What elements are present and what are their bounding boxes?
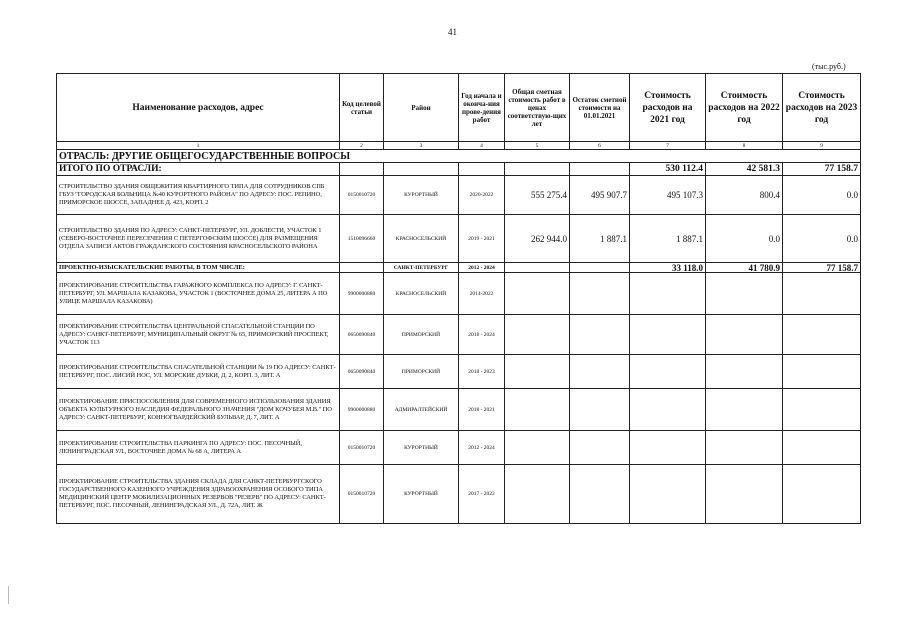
table-row — [57, 273, 861, 315]
work-years: 2018 - 2021 — [459, 389, 505, 431]
district: КУРОРТНЫЙ — [384, 431, 459, 465]
target-code: 0650090840 — [340, 315, 384, 355]
target-code: 9900000880 — [340, 389, 384, 431]
table-row — [57, 215, 861, 263]
table-row — [57, 315, 861, 355]
col-number: 6 — [570, 142, 630, 150]
district: КУРОРТНЫЙ — [384, 176, 459, 215]
table-row — [57, 355, 861, 389]
subtotal-2022: 41 780.9 — [706, 263, 783, 273]
col-number: 1 — [57, 142, 340, 150]
work-years: 2019 - 2021 — [459, 215, 505, 263]
col-header-name: Наименование расходов, адрес — [57, 74, 340, 142]
total-cost: 262 944.0 — [505, 215, 570, 263]
col-header-remaining: Остаток сметной стоимости на 01.01.2021 — [570, 74, 630, 142]
cost-2021: 495 107.3 — [630, 176, 706, 215]
total-2023: 77 158.7 — [783, 163, 861, 176]
target-code: 0150010720 — [340, 176, 384, 215]
col-number: 7 — [630, 142, 706, 150]
col-header-years: Год начала и оконча-ния прове-дения работ — [459, 74, 505, 142]
col-header-code: Код целевой статьи — [340, 74, 384, 142]
total-label: ИТОГО ПО ОТРАСЛИ: — [57, 163, 340, 176]
district: КРАСНОСЕЛЬСКИЙ — [384, 273, 459, 315]
design-subtotal-row — [57, 263, 861, 273]
expense-name: СТРОИТЕЛЬСТВО ЗДАНИЯ ПО АДРЕСУ: САНКТ-ПЕТЕРБУРГ, УЛ. ДОБЛЕСТИ, УЧАСТОК 1 (СЕВЕРО-ВОСТОЧНЕЕ ПЕРЕСЕЧЕНИЯ С ПЕТЕРГОФСКИМ ШОССЕ) ДЛЯ РАЗМЕЩЕНИЯ ОТДЕЛА ЗАПИСИ АКТОВ ГРАЖДАНСКОГО СОСТОЯНИЯ КРАСНОСЕЛЬСКОГО РАЙОНА — [57, 215, 340, 263]
col-number: 8 — [706, 142, 783, 150]
target-code: 0150010720 — [340, 431, 384, 465]
table-row — [57, 389, 861, 431]
table-row — [57, 431, 861, 465]
remaining-cost: 495 907.7 — [570, 176, 630, 215]
work-years: 2018 - 2024 — [459, 315, 505, 355]
sector-total-row — [57, 163, 861, 176]
cost-2022: 800.4 — [706, 176, 783, 215]
cost-2021: 1 887.1 — [630, 215, 706, 263]
expense-name: ПРОЕКТИРОВАНИЕ СТРОИТЕЛЬСТВА ЦЕНТРАЛЬНОЙ СПАСАТЕЛЬНОЙ СТАНЦИИ ПО АДРЕСУ: САНКТ-ПЕТЕРБУРГ, МУНИЦИПАЛЬНЫЙ ОКРУГ № 65, ПРИМОРСКИЙ ПРОСПЕКТ, УЧАСТОК 113 — [57, 315, 340, 355]
subtotal-label: ПРОЕКТНО-ИЗЫСКАТЕЛЬСКИЕ РАБОТЫ, В ТОМ ЧИСЛЕ: — [57, 263, 340, 273]
col-header-2023: Стоимость расходов на 2023 год — [783, 74, 861, 142]
district: ПРИМОРСКИЙ — [384, 355, 459, 389]
col-header-district: Район — [384, 74, 459, 142]
expense-name: ПРОЕКТИРОВАНИЕ СТРОИТЕЛЬСТВА ГАРАЖНОГО КОМПЛЕКСА ПО АДРЕСУ: Г. САНКТ-ПЕТЕРБУРГ, УЛ. МАРШАЛА КАЗАКОВА, УЧАСТОК 1 (ВОСТОЧНЕЕ ДОМА 25, ЛИТЕРА А ПО УЛИЦЕ МАРШАЛА КАЗАКОВА) — [57, 273, 340, 315]
col-header-2021: Стоимость расходов на 2021 год — [630, 74, 706, 142]
subtotal-years: 2012 - 2024 — [459, 263, 505, 273]
col-number: 4 — [459, 142, 505, 150]
expense-name: ПРОЕКТИРОВАНИЕ ПРИСПОСОБЛЕНИЯ ДЛЯ СОВРЕМЕННОГО ИСПОЛЬЗОВАНИЯ ЗДАНИЯ ОБЪЕКТА КУЛЬТУРНОГО НАСЛЕДИЯ ФЕДЕРАЛЬНОГО ЗНАЧЕНИЯ "ДОМ КОЧУБЕЯ М.В." ПО АДРЕСУ: САНКТ-ПЕТЕРБУРГ, КОННОГВАРДЕЙСКИЙ БУЛЬВАР, Д. 7, ЛИТ. А — [57, 389, 340, 431]
col-number: 5 — [505, 142, 570, 150]
target-code: 1510096660 — [340, 215, 384, 263]
work-years: 2012 - 2024 — [459, 431, 505, 465]
units-label: (тыс.руб.) — [812, 62, 846, 71]
district: КРАСНОСЕЛЬСКИЙ — [384, 215, 459, 263]
col-header-2022: Стоимость расходов на 2022 год — [706, 74, 783, 142]
total-cost: 555 275.4 — [505, 176, 570, 215]
district: АДМИРАЛТЕЙСКИЙ — [384, 389, 459, 431]
work-years: 2017 - 2022 — [459, 465, 505, 524]
subtotal-2021: 33 118.0 — [630, 263, 706, 273]
work-years: 2018 - 2023 — [459, 355, 505, 389]
subtotal-2023: 77 158.7 — [783, 263, 861, 273]
expense-name: ПРОЕКТИРОВАНИЕ СТРОИТЕЛЬСТВА ПАРКИНГА ПО АДРЕСУ: ПОС. ПЕСОЧНЫЙ, ЛЕНИНГРАДСКАЯ УЛ., ВОСТОЧНЕЕ ДОМА № 68 А, ЛИТЕРА А — [57, 431, 340, 465]
total-2022: 42 581.3 — [706, 163, 783, 176]
header-row — [57, 74, 861, 142]
col-header-total-cost: Общая сметная стоимость работ в ценах соответствую-щих лет — [505, 74, 570, 142]
district: КУРОРТНЫЙ — [384, 465, 459, 524]
table-row — [57, 176, 861, 215]
target-code: 9900000880 — [340, 273, 384, 315]
target-code: 0650090840 — [340, 355, 384, 389]
col-number: 3 — [384, 142, 459, 150]
sector-title: ОТРАСЛЬ: ДРУГИЕ ОБЩЕГОСУДАРСТВЕННЫЕ ВОПРОСЫ — [57, 150, 861, 163]
col-number: 9 — [783, 142, 861, 150]
expense-name: ПРОЕКТИРОВАНИЕ СТРОИТЕЛЬСТВА СПАСАТЕЛЬНОЙ СТАНЦИИ № 19 ПО АДРЕСУ: САНКТ-ПЕТЕРБУРГ, ПОС. ЛИСИЙ НОС, УЛ. МОРСКИЕ ДУБКИ, Д. 2, КОРП. 3, ЛИТ. А — [57, 355, 340, 389]
subtotal-district: САНКТ-ПЕТЕРБУРГ — [384, 263, 459, 273]
target-code: 0150010720 — [340, 465, 384, 524]
page-number: 41 — [448, 27, 457, 37]
district: ПРИМОРСКИЙ — [384, 315, 459, 355]
col-number: 2 — [340, 142, 384, 150]
work-years: 2020-2022 — [459, 176, 505, 215]
expense-name: СТРОИТЕЛЬСТВО ЗДАНИЯ ОБЩЕЖИТИЯ КВАРТИРНОГО ТИПА ДЛЯ СОТРУДНИКОВ СПБ ГБУЗ "ГОРОДСКАЯ БОЛЬНИЦА №40 КУРОРТНОГО РАЙОНА" ПО АДРЕСУ: ПОС. РЕПИНО, ПРИМОРСКОЕ ШОССЕ, ЗАПАДНЕЕ Д. 423, КОРП. 2 — [57, 176, 340, 215]
sector-row — [57, 150, 861, 163]
remaining-cost: 1 887.1 — [570, 215, 630, 263]
cost-2022: 0.0 — [706, 215, 783, 263]
scan-edge-mark — [8, 586, 9, 604]
work-years: 2014-2022 — [459, 273, 505, 315]
table-row — [57, 465, 861, 524]
column-number-row — [57, 142, 861, 150]
budget-table — [56, 73, 861, 524]
cost-2023: 0.0 — [783, 176, 861, 215]
expense-name: ПРОЕКТИРОВАНИЕ СТРОИТЕЛЬСТВА ЗДАНИЯ СКЛАДА ДЛЯ САНКТ-ПЕТЕРБУРГСКОГО ГОСУДАРСТВЕННОГО КАЗЕННОГО УЧРЕЖДЕНИЯ ЗДРАВООХРАНЕНИЯ ОСОБОГО ТИПА МЕДИЦИНСКИЙ ЦЕНТР МОБИЛИЗАЦИОННЫХ РЕЗЕРВОВ "РЕЗЕРВ" ПО АДРЕСУ: САНКТ-ПЕТЕРБУРГ, ПОС. ПЕСОЧНЫЙ, ЛЕНИНГРАДСКАЯ УЛ., Д. 72А, ЛИТ. Ж — [57, 465, 340, 524]
total-2021: 530 112.4 — [630, 163, 706, 176]
cost-2023: 0.0 — [783, 215, 861, 263]
